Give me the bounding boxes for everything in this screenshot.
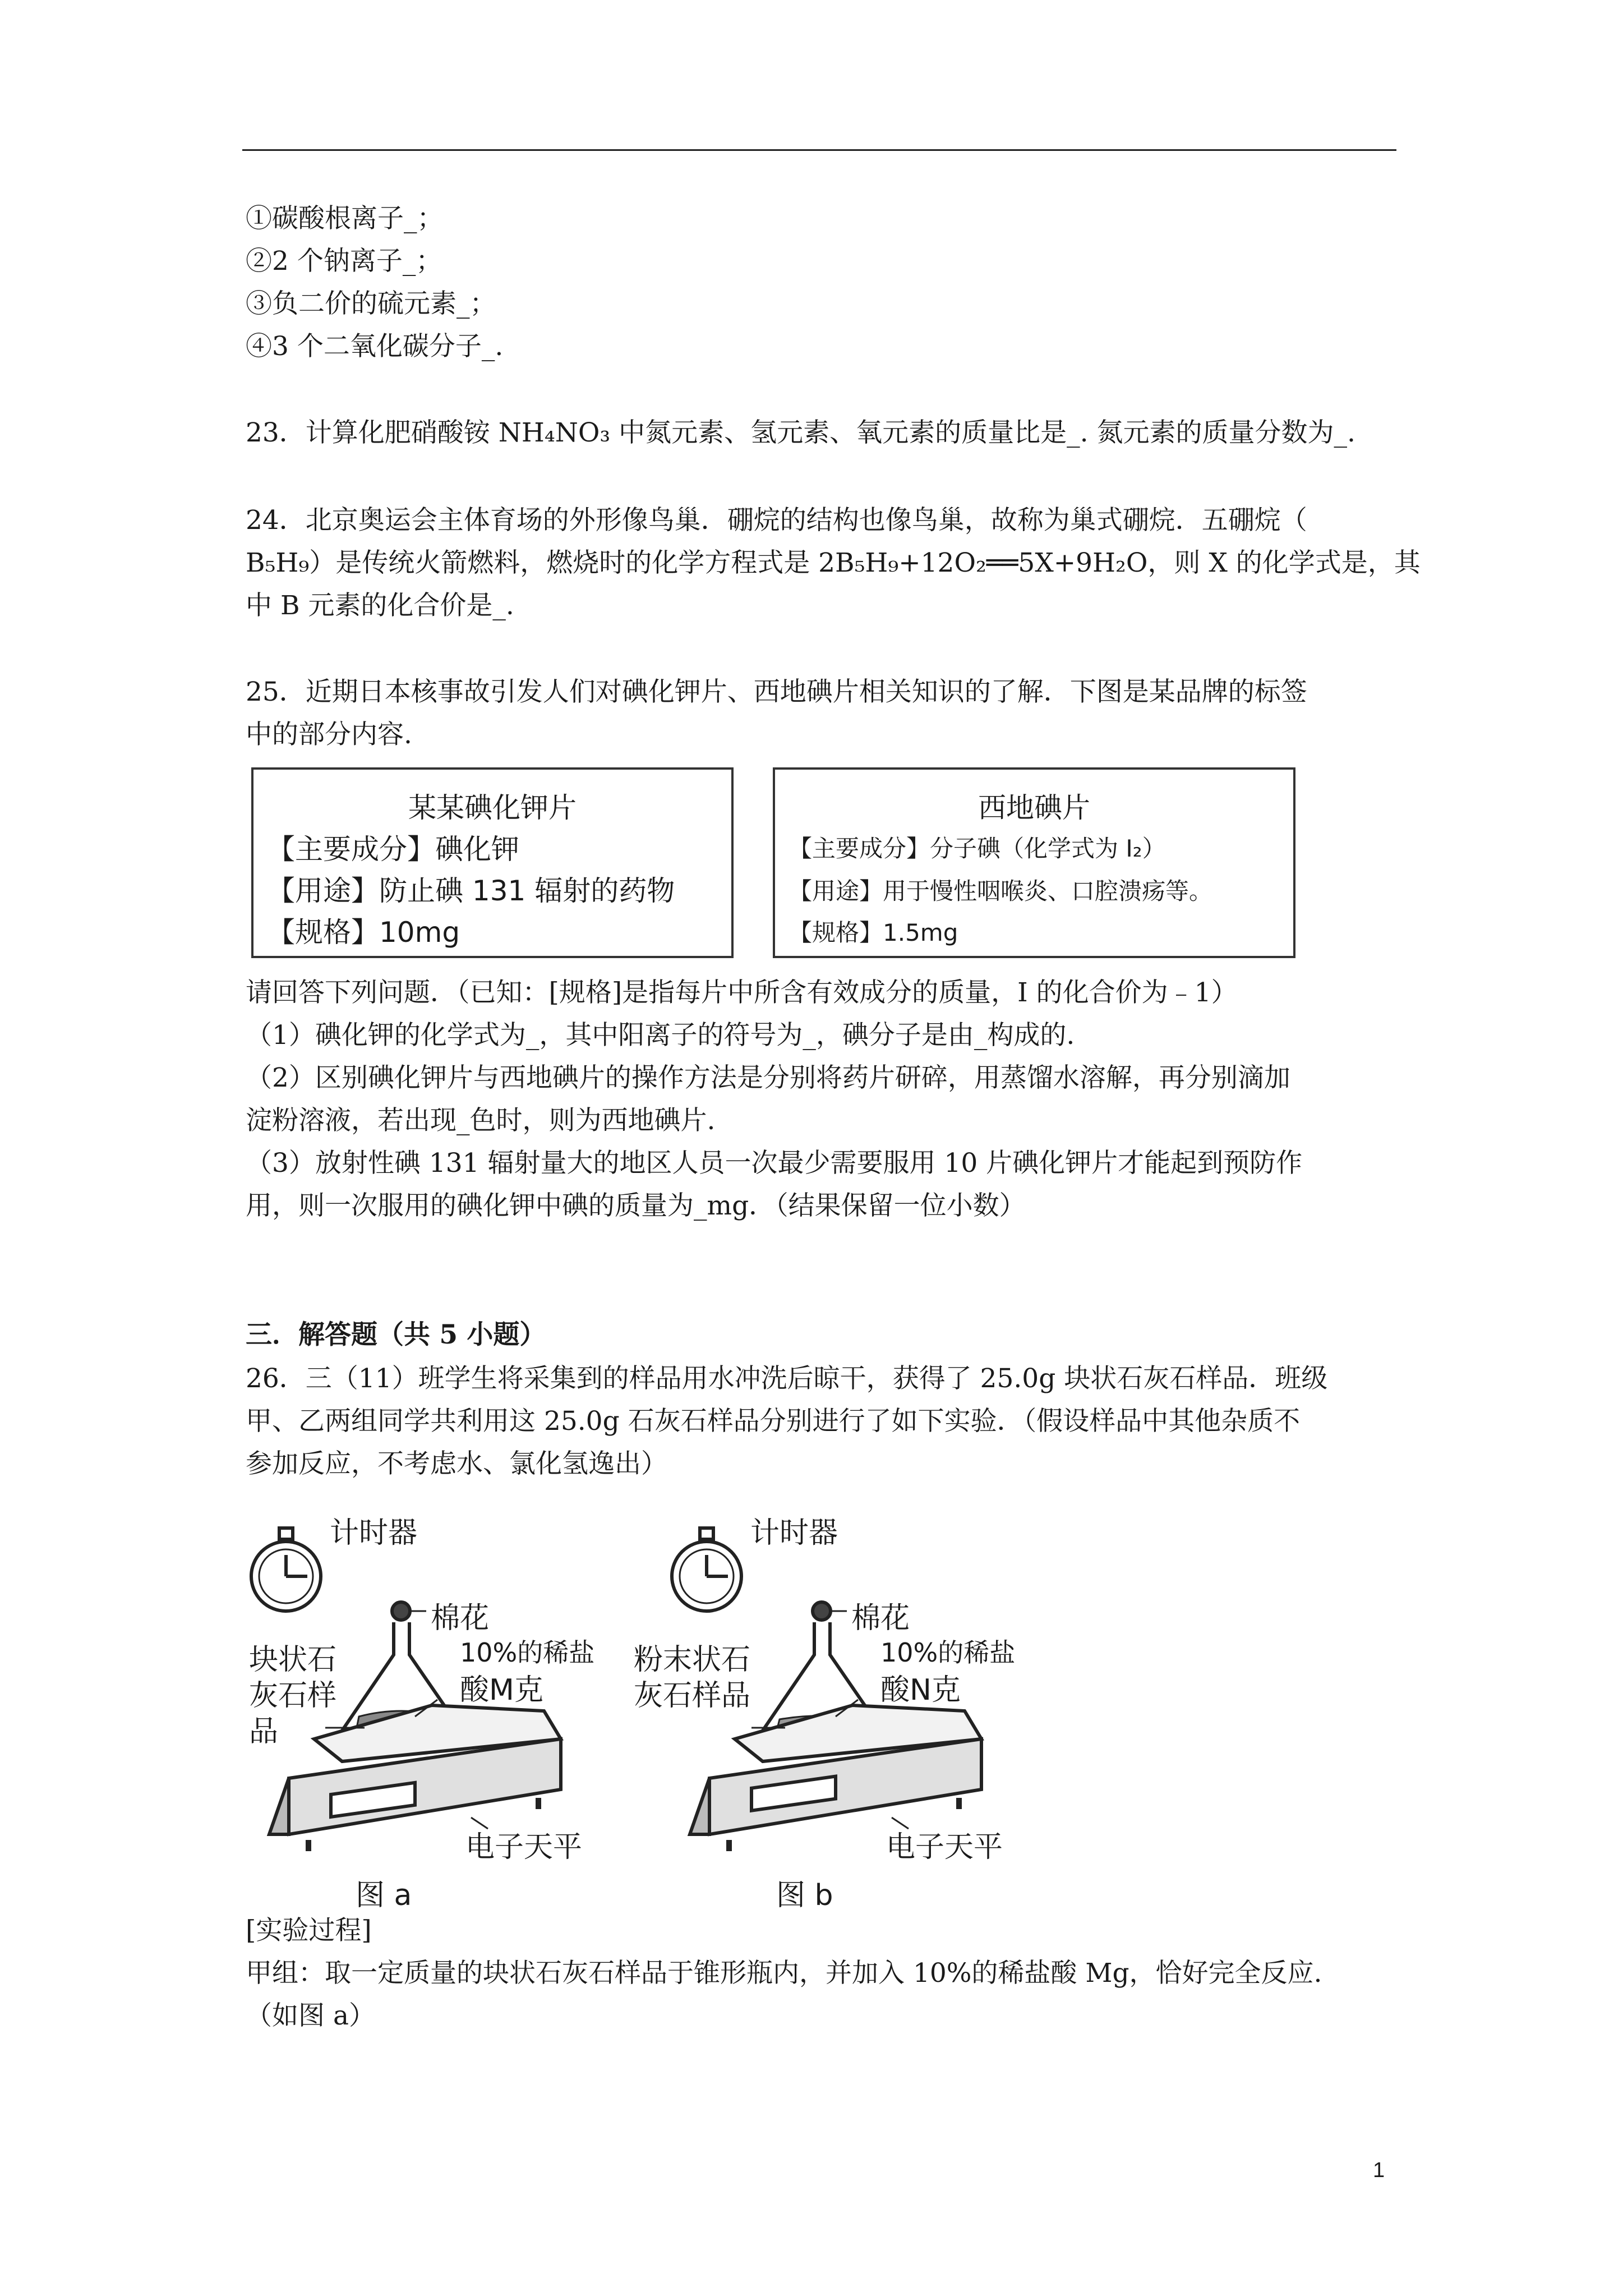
header-rule xyxy=(242,149,1396,151)
fig-b-acid-label-1: 10%的稀盐 xyxy=(880,1637,1016,1668)
q26-group-a-line-1: 甲组：取一定质量的块状石灰石样品于锥形瓶内，并加入 10%的稀盐酸 Mg，恰好完全反应. xyxy=(246,1958,1322,1989)
fig-a-acid-label-2: 酸M克 xyxy=(460,1673,543,1707)
figure-a xyxy=(247,1492,651,1912)
q25-prompt: 请回答下列问题．（已知：[规格]是指每片中所含有效成分的质量，I 的化合价为﹣1） xyxy=(246,977,1238,1008)
q26-process-title: [实验过程] xyxy=(246,1915,372,1946)
fig-a-timer-label: 计时器 xyxy=(330,1516,418,1550)
q25-sub-3-line-2: 用，则一次服用的碘化钾中碘的质量为_mg．（结果保留一位小数） xyxy=(246,1190,1026,1221)
q22-item-3: ③负二价的硫元素_； xyxy=(246,288,496,319)
q24-line-3: 中 B 元素的化合价是_. xyxy=(246,590,514,621)
fig-b-cotton-label: 棉花 xyxy=(851,1602,910,1635)
figure-b xyxy=(623,1492,1049,1912)
fig-b-sample-label-2: 灰石样品 xyxy=(634,1679,751,1713)
label-right-row-1: 【主要成分】分子碘（化学式为 I₂） xyxy=(789,835,1166,862)
q26-line-1: 26．三（11）班学生将采集到的样品用水冲洗后晾干，获得了 25.0g 块状石灰石样品．班级 xyxy=(246,1363,1328,1394)
label-right-row-3: 【规格】1.5mg xyxy=(789,919,958,946)
label-left-row-3: 【规格】10mg xyxy=(267,916,460,949)
page-number: 1 xyxy=(1373,2159,1385,2182)
section-3-heading: 三．解答题（共 5 小题） xyxy=(246,1319,546,1350)
q26-group-a-line-2: （如图 a） xyxy=(246,2000,375,2031)
q24-line-2: B₅H₉）是传统火箭燃料，燃烧时的化学方程式是 2B₅H₉+12O₂══5X+9H₂O，则 X 的化学式是，其 xyxy=(246,547,1421,578)
label-right-title: 西地碘片 xyxy=(978,792,1090,824)
q23-text: 23．计算化肥硝酸铵 NH₄NO₃ 中氮元素、氢元素、氧元素的质量比是_. 氮元素的质量分数为_. xyxy=(246,417,1355,448)
q25-sub-2-line-1: （2）区别碘化钾片与西地碘片的操作方法是分别将药片研碎，用蒸馏水溶解，再分别滴加 xyxy=(246,1062,1290,1093)
fig-b-sample-label-1: 粉末状石 xyxy=(634,1643,751,1677)
q26-line-2: 甲、乙两组同学共利用这 25.0g 石灰石样品分别进行了如下实验．（假设样品中其他杂质不 xyxy=(246,1406,1301,1437)
q25-line-2: 中的部分内容. xyxy=(246,719,412,750)
q25-sub-3-line-1: （3）放射性碘 131 辐射量大的地区人员一次最少需要服用 10 片碘化钾片才能起到预防作 xyxy=(246,1148,1303,1179)
fig-a-cotton-label: 棉花 xyxy=(431,1602,490,1635)
label-iodine-tablet xyxy=(773,767,1295,958)
q25-line-1: 25．近期日本核事故引发人们对碘化钾片、西地碘片相关知识的了解．下图是某品牌的标签 xyxy=(246,677,1307,707)
q25-sub-1: （1）碘化钾的化学式为_，其中阳离子的符号为_，碘分子是由_构成的. xyxy=(246,1020,1075,1051)
fig-b-balance-label: 电子天平 xyxy=(886,1830,1003,1864)
fig-b-timer-label: 计时器 xyxy=(750,1516,838,1550)
q25-sub-2-line-2: 淀粉溶液，若出现_色时，则为西地碘片. xyxy=(246,1105,716,1136)
fig-a-sample-label-3: 品 xyxy=(249,1715,279,1749)
stopwatch-icon xyxy=(672,1528,741,1611)
q22-item-4: ④3 个二氧化碳分子_. xyxy=(246,331,504,362)
fig-b-caption: 图 b xyxy=(776,1879,833,1912)
label-left-row-1: 【主要成分】碘化钾 xyxy=(267,833,519,866)
label-left-row-2: 【用途】防止碘 131 辐射的药物 xyxy=(267,875,675,907)
label-left-title: 某某碘化钾片 xyxy=(408,792,577,824)
q22-item-2: ②2 个钠离子_； xyxy=(246,246,442,277)
q24-line-1: 24．北京奥运会主体育场的外形像鸟巢．硼烷的结构也像鸟巢，故称为巢式硼烷．五硼烷（ xyxy=(246,505,1307,536)
fig-a-acid-label-1: 10%的稀盐 xyxy=(460,1637,595,1668)
fig-a-caption: 图 a xyxy=(356,1879,412,1912)
fig-a-sample-label-2: 灰石样 xyxy=(249,1679,337,1713)
fig-a-balance-label: 电子天平 xyxy=(465,1830,583,1864)
q26-line-3: 参加反应，不考虑水、氯化氢逸出） xyxy=(246,1448,667,1479)
stopwatch-icon xyxy=(251,1528,321,1611)
label-right-row-2: 【用途】用于慢性咽喉炎、口腔溃疡等。 xyxy=(789,877,1213,905)
label-potassium-iodide xyxy=(251,767,734,958)
q22-item-1: ①碳酸根离子_； xyxy=(246,203,444,234)
fig-b-acid-label-2: 酸N克 xyxy=(880,1673,961,1707)
fig-a-sample-label-1: 块状石 xyxy=(249,1643,337,1677)
